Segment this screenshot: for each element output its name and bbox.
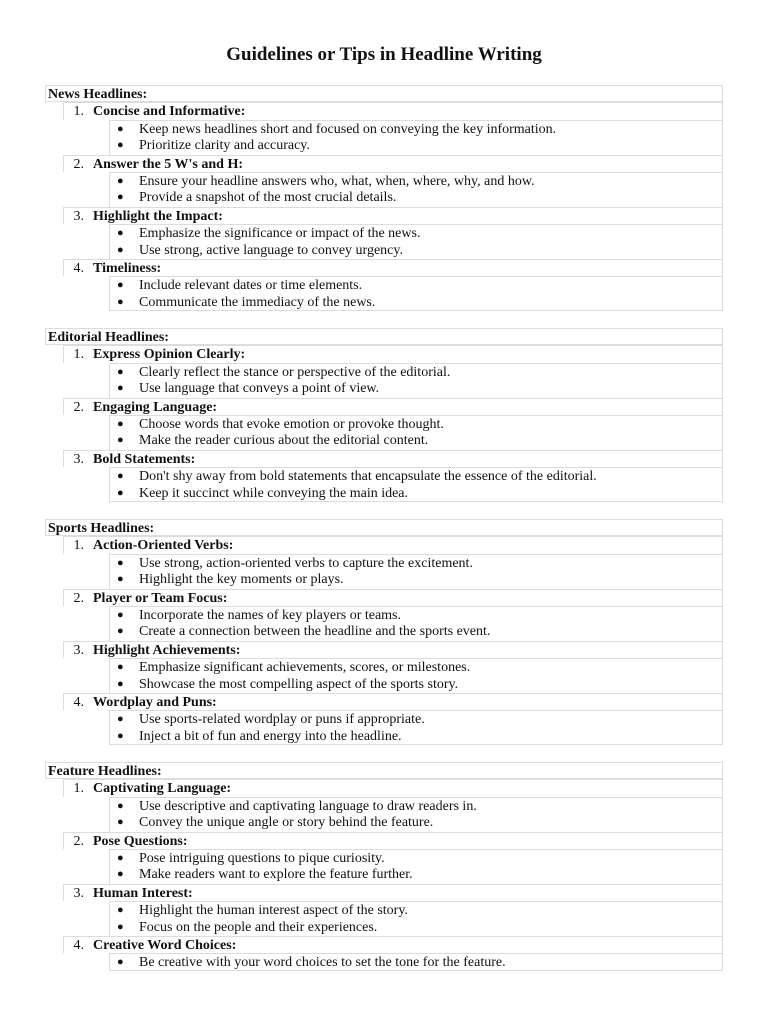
bullet-icon: ●	[117, 191, 124, 204]
bullet-text: Clearly reflect the stance or perspective of the editorial.	[139, 364, 451, 380]
item-heading: Pose Questions:	[93, 833, 188, 849]
bullet-icon: ●	[117, 573, 124, 586]
bullet-icon: ●	[117, 851, 124, 864]
item-number: 1.	[73, 781, 84, 797]
bullet-row	[109, 294, 723, 311]
item-heading: Concise and Informative:	[93, 104, 246, 120]
bullet-text: Communicate the immediacy of the news.	[139, 294, 376, 310]
bullet-text: Keep it succinct while conveying the main idea.	[139, 485, 409, 501]
list-item	[63, 398, 723, 415]
bullet-text: Use descriptive and captivating language to draw readers in.	[139, 798, 477, 814]
bullet-row	[109, 919, 723, 936]
item-number: 1.	[73, 538, 84, 554]
bullet-icon: ●	[117, 625, 124, 638]
bullet-icon: ●	[117, 816, 124, 829]
list-item	[63, 450, 723, 467]
bullet-row	[109, 606, 723, 623]
bullet-text: Showcase the most compelling aspect of the sports story.	[139, 676, 459, 692]
item-heading: Action-Oriented Verbs:	[93, 538, 234, 554]
item-number: 4.	[73, 937, 84, 953]
item-number: 2.	[73, 833, 84, 849]
bullet-row	[109, 189, 723, 206]
bullet-row	[109, 710, 723, 727]
bullet-icon: ●	[117, 904, 124, 917]
bullet-row	[109, 658, 723, 675]
list-item	[63, 641, 723, 658]
bullet-icon: ●	[117, 243, 124, 256]
item-heading: Bold Statements:	[93, 451, 196, 467]
bullet-icon: ●	[117, 417, 124, 430]
bullet-icon: ●	[117, 556, 124, 569]
bullet-row	[109, 953, 723, 970]
bullet-row	[109, 554, 723, 571]
item-heading: Timeliness:	[93, 260, 162, 276]
section-heading: Feature Headlines:	[45, 762, 723, 779]
item-heading: Player or Team Focus:	[93, 590, 228, 606]
item-heading: Highlight the Impact:	[93, 208, 223, 224]
bullet-icon: ●	[117, 434, 124, 447]
bullet-row	[109, 814, 723, 831]
section-sports-headlines	[45, 519, 723, 745]
item-heading: Wordplay and Puns:	[93, 694, 217, 710]
bullet-text: Emphasize significant achievements, scores, or milestones.	[139, 660, 471, 676]
item-heading: Engaging Language:	[93, 399, 218, 415]
bullet-icon: ●	[117, 470, 124, 483]
item-number: 4.	[73, 694, 84, 710]
bullet-icon: ●	[117, 382, 124, 395]
list-item	[63, 884, 723, 901]
bullet-text: Convey the unique angle or story behind the feature.	[139, 815, 434, 831]
bullet-icon: ●	[117, 956, 124, 969]
bullet-text: Keep news headlines short and focused on conveying the key information.	[139, 121, 557, 137]
list-item	[63, 207, 723, 224]
list-item	[63, 345, 723, 362]
item-number: 4.	[73, 260, 84, 276]
list-item	[63, 536, 723, 553]
bullet-text: Pose intriguing questions to pique curiosity.	[139, 850, 385, 866]
item-heading: Captivating Language:	[93, 781, 232, 797]
bullet-row	[109, 623, 723, 640]
item-number: 3.	[73, 451, 84, 467]
bullet-row	[109, 485, 723, 502]
bullet-icon: ●	[117, 295, 124, 308]
bullet-row	[109, 797, 723, 814]
bullet-text: Use language that conveys a point of view.	[139, 381, 380, 397]
bullet-icon: ●	[117, 486, 124, 499]
bullet-text: Don't shy away from bold statements that encapsulate the essence of the editorial.	[139, 469, 597, 485]
item-heading: Answer the 5 W's and H:	[93, 156, 244, 172]
item-heading: Express Opinion Clearly:	[93, 347, 246, 363]
list-item	[63, 102, 723, 119]
bullet-text: Emphasize the significance or impact of the news.	[139, 226, 421, 242]
list-item	[63, 259, 723, 276]
bullet-icon: ●	[117, 868, 124, 881]
bullet-row	[109, 120, 723, 137]
bullet-row	[109, 380, 723, 397]
item-heading: Creative Word Choices:	[93, 937, 237, 953]
bullet-row	[109, 242, 723, 259]
bullet-text: Focus on the people and their experiences.	[139, 919, 378, 935]
bullet-row	[109, 276, 723, 293]
bullet-text: Create a connection between the headline and the sports event.	[139, 624, 491, 640]
bullet-icon: ●	[117, 174, 124, 187]
bullet-icon: ●	[117, 122, 124, 135]
bullet-icon: ●	[117, 799, 124, 812]
bullet-icon: ●	[117, 920, 124, 933]
section-editorial-headlines	[45, 328, 723, 502]
bullet-row	[109, 224, 723, 241]
list-item	[63, 832, 723, 849]
list-item	[63, 693, 723, 710]
item-number: 3.	[73, 208, 84, 224]
section-heading: Editorial Headlines:	[45, 328, 723, 345]
bullet-row	[109, 866, 723, 883]
bullet-icon: ●	[117, 729, 124, 742]
bullet-row	[109, 137, 723, 154]
bullet-text: Incorporate the names of key players or teams.	[139, 607, 402, 623]
list-item	[63, 155, 723, 172]
bullet-text: Make the reader curious about the editorial content.	[139, 433, 429, 449]
bullet-icon: ●	[117, 713, 124, 726]
bullet-row	[109, 467, 723, 484]
bullet-row	[109, 901, 723, 918]
bullet-text: Prioritize clarity and accuracy.	[139, 138, 310, 154]
bullet-text: Ensure your headline answers who, what, when, where, why, and how.	[139, 173, 535, 189]
bullet-row	[109, 849, 723, 866]
bullet-text: Be creative with your word choices to set the tone for the feature.	[139, 955, 506, 971]
item-number: 2.	[73, 399, 84, 415]
bullet-row	[109, 728, 723, 745]
bullet-text: Use strong, action-oriented verbs to capture the excitement.	[139, 555, 473, 571]
section-feature-headlines	[45, 762, 723, 971]
item-number: 1.	[73, 347, 84, 363]
item-heading: Highlight Achievements:	[93, 642, 241, 658]
bullet-icon: ●	[117, 139, 124, 152]
bullet-row	[109, 415, 723, 432]
bullet-icon: ●	[117, 608, 124, 621]
bullet-text: Make readers want to explore the feature further.	[139, 867, 413, 883]
list-item	[63, 779, 723, 796]
bullet-text: Include relevant dates or time elements.	[139, 278, 363, 294]
bullet-text: Highlight the key moments or plays.	[139, 572, 344, 588]
bullet-icon: ●	[117, 677, 124, 690]
document-title: Guidelines or Tips in Headline Writing	[226, 44, 542, 65]
bullet-text: Use sports-related wordplay or puns if appropriate.	[139, 712, 425, 728]
section-heading: News Headlines:	[45, 85, 723, 102]
bullet-text: Choose words that evoke emotion or provoke thought.	[139, 416, 444, 432]
item-number: 1.	[73, 104, 84, 120]
bullet-icon: ●	[117, 227, 124, 240]
item-heading: Human Interest:	[93, 885, 193, 901]
section-news-headlines	[45, 85, 723, 311]
item-number: 2.	[73, 590, 84, 606]
item-number: 2.	[73, 156, 84, 172]
bullet-row	[109, 363, 723, 380]
bullet-row	[109, 172, 723, 189]
bullet-row	[109, 432, 723, 449]
bullet-row	[109, 571, 723, 588]
bullet-text: Inject a bit of fun and energy into the headline.	[139, 728, 402, 744]
section-heading: Sports Headlines:	[45, 519, 723, 536]
bullet-text: Provide a snapshot of the most crucial details.	[139, 190, 397, 206]
bullet-text: Highlight the human interest aspect of the story.	[139, 903, 408, 919]
bullet-icon: ●	[117, 279, 124, 292]
item-number: 3.	[73, 885, 84, 901]
bullet-icon: ●	[117, 365, 124, 378]
bullet-row	[109, 676, 723, 693]
list-item	[63, 589, 723, 606]
list-item	[63, 936, 723, 953]
bullet-text: Use strong, active language to convey urgency.	[139, 242, 403, 258]
bullet-icon: ●	[117, 661, 124, 674]
item-number: 3.	[73, 642, 84, 658]
